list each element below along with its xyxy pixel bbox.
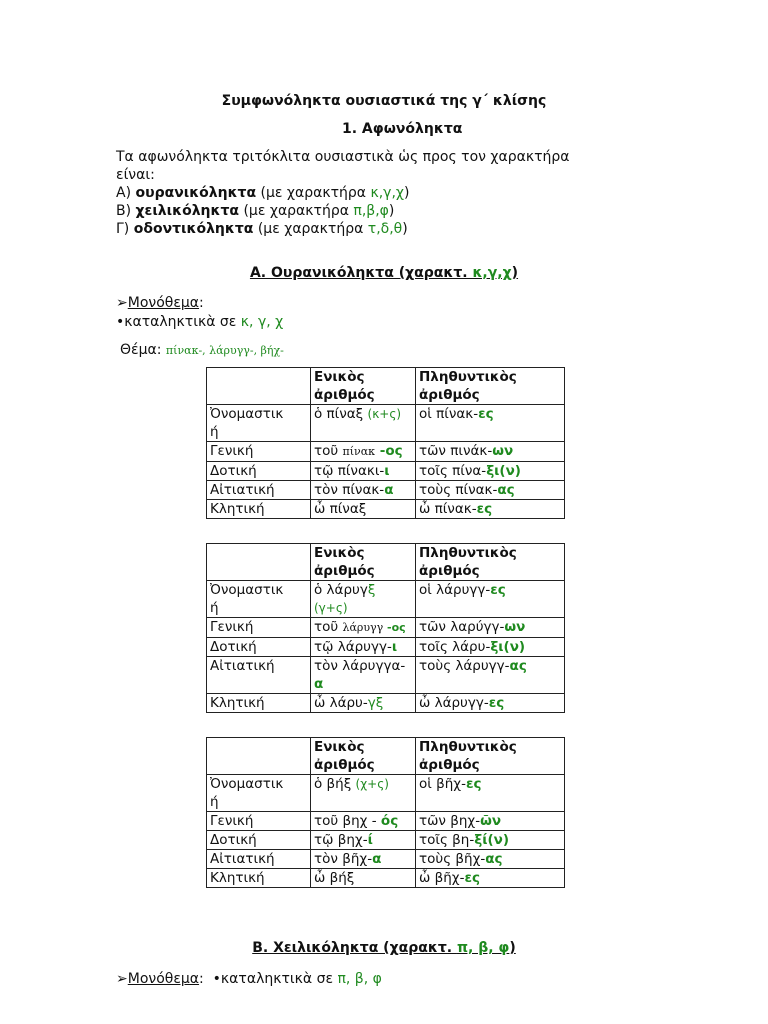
form: τοῖς βη-: [419, 832, 475, 848]
form: τῷ βηχ-: [314, 832, 368, 848]
intro-line-1: Τα αφωνόληκτα τριτόκλιτα ουσιαστικὰ ὡς προς τον χαρακτήρα: [116, 149, 570, 165]
table-cell: [416, 831, 565, 850]
form: ὁ πίναξ: [314, 406, 368, 422]
declension-table-larynx: [206, 543, 565, 713]
list-end: ): [388, 203, 395, 219]
table-cell: [311, 481, 416, 500]
table-cell: [311, 869, 416, 888]
ending: ῶν: [480, 813, 502, 829]
table-row: [207, 405, 565, 442]
thema-values: πίνακ-, λάρυγγ-, βήχ-: [165, 344, 284, 357]
table-row: [207, 831, 565, 850]
form: ὦ πίνακ-: [419, 501, 477, 517]
case-label: Γενική: [207, 442, 311, 462]
case-label: Κλητική: [207, 694, 311, 713]
arrow-bullet-icon: ➢: [116, 971, 128, 987]
case-label: Αἰτιατική: [207, 481, 311, 500]
case-label: [207, 775, 311, 812]
section-b-title: [0, 940, 768, 956]
header-plural: [416, 368, 565, 405]
table-cell: [416, 775, 565, 812]
form-note: (γ+ς): [314, 601, 348, 615]
ending: ες: [465, 776, 482, 792]
form: τοῖς λάρυ-: [419, 639, 491, 655]
table-cell: [311, 812, 416, 831]
table-row: [207, 694, 565, 713]
form: τῶν λαρύγγ-: [419, 619, 505, 635]
header-text: Ενικὸς: [314, 369, 365, 385]
ending: γξ: [367, 695, 384, 711]
list-prefix: Β): [116, 203, 136, 219]
list-end: ): [404, 185, 410, 201]
table-row: [207, 638, 565, 657]
table-cell: [416, 405, 565, 442]
monothema-label: Μονόθεμα: [127, 295, 200, 311]
form: τοὺς πίνακ-: [419, 482, 498, 498]
case-label: Δοτική: [207, 462, 311, 481]
case-label: Αἰτιατική: [207, 850, 311, 869]
section-a-end: ): [511, 265, 519, 281]
form: ὦ λάρυγγ-: [419, 695, 489, 711]
form: τὸν πίνακ-: [314, 482, 385, 498]
list-item-c: [116, 220, 570, 238]
list-end: ): [402, 221, 408, 237]
header-singular: [311, 368, 416, 405]
ending: ες: [476, 501, 493, 517]
case-text: Ὀνομαστικ: [210, 776, 284, 792]
ending: ας: [497, 482, 515, 498]
case-label: Αἰτιατική: [207, 657, 311, 694]
case-label: Δοτική: [207, 638, 311, 657]
header-plural: [416, 738, 565, 775]
section-b-letters: π, β, φ: [456, 940, 510, 956]
table-cell: [416, 581, 565, 618]
case-label: Κλητική: [207, 500, 311, 519]
ending: ες: [490, 582, 506, 598]
ending: ες: [478, 406, 494, 422]
form-note: (χ+ς): [355, 777, 389, 791]
header-text: Πληθυντικὸς: [419, 545, 517, 561]
intro-line-2: είναι:: [116, 167, 155, 183]
ending: α: [384, 482, 394, 498]
form: τοῖς πίνα-: [419, 463, 487, 479]
table-cell: [416, 812, 565, 831]
table-row: [207, 738, 565, 775]
case-text: ή: [210, 794, 219, 810]
form: οἱ βῆχ-: [419, 776, 466, 792]
ending: ξι(ν): [490, 639, 526, 655]
table-cell: [416, 850, 565, 869]
table-row: [207, 581, 565, 618]
endings-label: •καταληκτικὰ σε: [116, 314, 241, 330]
form: ὦ πίναξ: [314, 501, 367, 517]
table-cell: [416, 500, 565, 519]
doc-title: Συμφωνόληκτα ουσιαστικά της γ΄ κλίσης: [221, 93, 547, 109]
colon: :: [199, 971, 204, 987]
form: λάρυγγ: [342, 621, 384, 634]
form: τὸν βῆχ-: [314, 851, 373, 867]
table-cell: [416, 694, 565, 713]
arrow-bullet-icon: ➢: [116, 295, 128, 311]
ending: ι: [391, 639, 398, 655]
table-row: [207, 869, 565, 888]
list-letters: κ,γ,χ: [370, 185, 405, 201]
case-label: Γενική: [207, 618, 311, 638]
form: τοὺς λάρυγγ-: [419, 658, 510, 674]
header-singular: [311, 738, 416, 775]
case-label: [207, 405, 311, 442]
table-row: [207, 462, 565, 481]
section-b-end: ): [509, 940, 516, 956]
form: ὦ βῆχ-: [419, 870, 465, 886]
case-label: [207, 581, 311, 618]
header-plural: [416, 544, 565, 581]
header-text: Πληθυντικὸς: [419, 739, 517, 755]
table-cell: [311, 581, 416, 618]
header-text: ἀριθμός: [314, 387, 375, 403]
thema-line: [120, 341, 284, 360]
table-row: [207, 775, 565, 812]
table-cell: [311, 618, 416, 638]
monothema-label: Μονόθεμα: [127, 971, 200, 987]
case-text: ή: [210, 424, 219, 440]
ending: ας: [485, 851, 503, 867]
table-cell: [311, 694, 416, 713]
ending: ες: [464, 870, 480, 886]
table-row: [207, 544, 565, 581]
thema-label: Θέμα: [120, 342, 157, 358]
table-row: [207, 481, 565, 500]
case-text: Ὀνομαστικ: [210, 582, 284, 598]
form: οἱ λάρυγγ-: [419, 582, 491, 598]
form: τοὺς βῆχ-: [419, 851, 486, 867]
endings-letters: κ, γ, χ: [240, 314, 284, 330]
section-1-title: 1. Αφωνόληκτα: [342, 121, 463, 137]
list-mid: (με χαρακτήρα: [253, 221, 368, 237]
table-row: [207, 618, 565, 638]
table-row: [207, 500, 565, 519]
form: ὁ λάρυγ: [314, 582, 368, 598]
list-term: ουρανικόληκτα: [135, 185, 257, 201]
header-singular: [311, 544, 416, 581]
form: ὦ λάρυ-: [314, 695, 368, 711]
form: τοῦ: [314, 619, 343, 635]
colon: :: [199, 295, 204, 311]
declension-table-pinax: [206, 367, 565, 519]
monothema-line-b: [116, 970, 382, 988]
form: τῷ πίνακι-: [314, 463, 385, 479]
ending: ξ: [367, 582, 376, 598]
section-a-title-text: Α. Ουρανικόληκτα (χαρακτ.: [249, 265, 473, 281]
case-label: Δοτική: [207, 831, 311, 850]
table-cell: [207, 544, 311, 581]
form: τῷ λάρυγγ-: [314, 639, 392, 655]
monothema-line: [116, 294, 204, 312]
ending: ες: [488, 695, 505, 711]
header-text: ἀριθμός: [419, 387, 480, 403]
form: τοῦ: [314, 443, 343, 459]
header-text: ἀριθμός: [314, 563, 375, 579]
table-cell: [416, 638, 565, 657]
ending: ξί(ν): [474, 832, 509, 848]
table-row: [207, 368, 565, 405]
table-row: [207, 850, 565, 869]
form-note: (κ+ς): [367, 407, 402, 421]
ending: α: [314, 676, 324, 692]
list-mid: (με χαρακτήρα: [256, 185, 371, 201]
endings-line-a: [116, 313, 283, 331]
table-cell: [416, 618, 565, 638]
ending: ί: [367, 832, 373, 848]
form: ὁ βήξ: [314, 776, 356, 792]
list-prefix: Γ): [116, 221, 134, 237]
ending: α: [372, 851, 382, 867]
list-letters: τ,δ,θ: [367, 221, 403, 237]
table-row: [207, 812, 565, 831]
list-item-a: [116, 184, 570, 202]
intro-paragraph: [116, 148, 570, 238]
table-cell: [311, 850, 416, 869]
table-cell: [311, 638, 416, 657]
ending: ξι(ν): [486, 463, 521, 479]
case-text: Ὀνομαστικ: [210, 406, 284, 422]
form: πίνακ: [342, 445, 376, 458]
colon: :: [156, 342, 162, 358]
form: τὸν λάρυγγα-: [314, 658, 406, 674]
table-cell: [207, 738, 311, 775]
table-row: [207, 657, 565, 694]
table-row: [207, 442, 565, 462]
case-text: ή: [210, 600, 219, 616]
section-a-letters: κ,γ,χ: [472, 265, 512, 281]
ending: ός: [380, 813, 399, 829]
table-cell: [311, 831, 416, 850]
section-a-title: [0, 265, 768, 281]
endings-letters: π, β, φ: [337, 971, 382, 987]
header-text: Ενικὸς: [314, 739, 365, 755]
table-cell: [311, 657, 416, 694]
table-cell: [311, 500, 416, 519]
list-prefix: Α): [116, 185, 136, 201]
list-term: οδοντικόληκτα: [133, 221, 254, 237]
case-label: Γενική: [207, 812, 311, 831]
table-cell: [207, 368, 311, 405]
table-cell: [416, 462, 565, 481]
list-letters: π,β,φ: [353, 203, 389, 219]
ending: -ος: [383, 621, 406, 634]
table-cell: [416, 442, 565, 462]
table-cell: [416, 869, 565, 888]
list-term: χειλικόληκτα: [135, 203, 240, 219]
ending: -ος: [375, 443, 403, 459]
list-item-b: [116, 202, 570, 220]
ending: ων: [492, 443, 514, 459]
form: τῶν βηχ-: [419, 813, 481, 829]
table-cell: [311, 775, 416, 812]
form: οἱ πίνακ-: [419, 406, 479, 422]
header-text: ἀριθμός: [419, 757, 480, 773]
endings-label: •καταληκτικὰ σε: [212, 971, 338, 987]
table-cell: [311, 462, 416, 481]
section-b-title-text: Β. Χειλικόληκτα (χαρακτ.: [252, 940, 457, 956]
table-cell: [416, 481, 565, 500]
table-cell: [311, 405, 416, 442]
table-cell: [311, 442, 416, 462]
header-text: ἀριθμός: [314, 757, 375, 773]
form: τῶν πινάκ-: [419, 443, 493, 459]
table-cell: [416, 657, 565, 694]
header-text: Πληθυντικὸς: [419, 369, 517, 385]
ending: ι: [384, 463, 390, 479]
ending: ων: [504, 619, 526, 635]
case-label: Κλητική: [207, 869, 311, 888]
form: ὦ βήξ: [314, 870, 355, 886]
form: τοῦ βηχ -: [314, 813, 381, 829]
header-text: Ενικὸς: [314, 545, 365, 561]
ending: ας: [509, 658, 527, 674]
header-text: ἀριθμός: [419, 563, 480, 579]
declension-table-bix: [206, 737, 565, 888]
list-mid: (με χαρακτήρα: [239, 203, 354, 219]
